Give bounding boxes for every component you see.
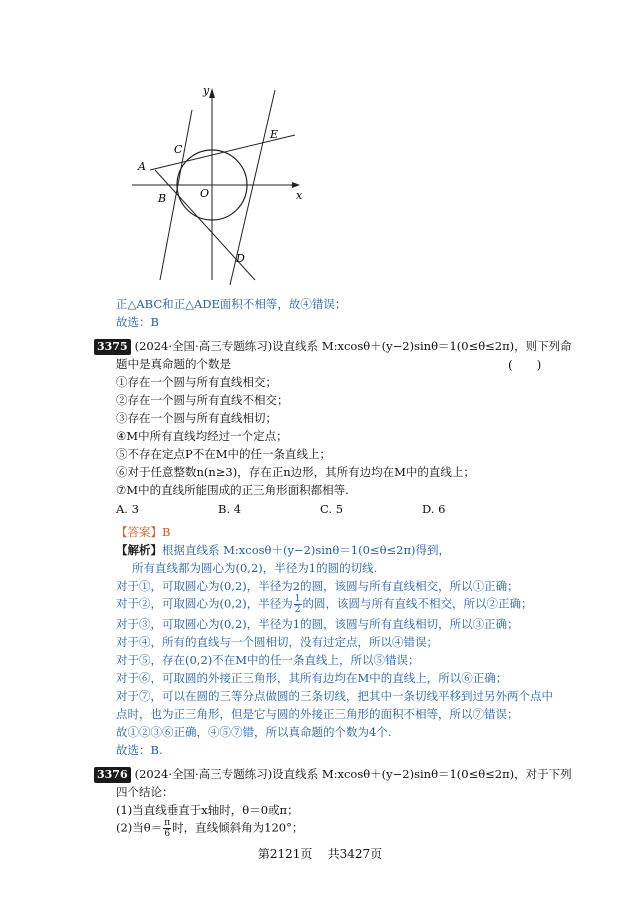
analysis-3b: 的圆，该圆与所有直线不相交，所以②正确；	[302, 596, 533, 611]
pi-over-six-fraction	[163, 818, 171, 839]
label-E: E	[270, 128, 279, 141]
q3375-option-d: D. 6	[422, 502, 446, 516]
answer-tag: 【答案】	[116, 525, 162, 539]
analysis-7: 对于⑤，存在(0,2)不在M中的任一条直线上，所以⑤错误；	[116, 653, 420, 667]
q3375-number: 3375	[94, 339, 131, 355]
q3376-item2-post: 时，直线倾斜角为120°；	[172, 820, 304, 835]
analysis-3-line	[116, 594, 533, 615]
label-O: O	[200, 187, 210, 200]
pi-num: π	[164, 818, 171, 828]
q3375-stem1: (2024·全国·高三专题练习)设直线系 M:xcosθ＋(y−2)sinθ＝1(0≤θ≤2π)，则下列命	[134, 339, 572, 353]
analysis-8: 对于⑥，可取圆的外接正三角形，其所有边均在M中的直线上，所以⑥正确；	[116, 671, 508, 685]
analysis-11: 故①②③⑥正确，④⑤⑦错，所以真命题的个数为4个.	[116, 725, 392, 739]
q3375-stem-line-1	[97, 338, 572, 355]
analysis-1: 所有直线都为圆心为(0,2)，半径为1的圆的切线.	[132, 561, 378, 575]
q3375-item-3: ③存在一个圆与所有直线相切；	[116, 411, 277, 425]
q3375-option-c: C. 5	[320, 502, 344, 516]
q3376-item2-pre: (2)当θ＝	[116, 820, 163, 835]
analysis-2: 对于①，可取圆心为(0,2)，半径为2的圆，该圆与所有直线相交，所以①正确；	[116, 579, 519, 593]
analysis-10: 点时，也为正三角形，但是它与圆的外接正三角形的面积不相等，所以⑦错误；	[116, 707, 519, 721]
answer-value: B	[162, 525, 171, 539]
q3376-stem1: (2024·全国·高三专题练习)设直线系 M:xcosθ＋(y−2)sinθ＝1(0≤θ≤2π)，对于下列	[134, 767, 572, 781]
half-fraction	[294, 594, 302, 615]
analysis-tag: 【解析】	[116, 543, 162, 557]
q3375-answer-line	[116, 524, 170, 540]
frac-den: 2	[294, 605, 301, 615]
q3376-stem-line-1	[97, 766, 572, 783]
q3375-item-6: ⑥对于任意整数n(n≥3)，存在正n边形，其所有边均在M中的直线上；	[116, 465, 475, 479]
label-A: A	[138, 160, 146, 173]
analysis-9: 对于⑦，可以在圆的三等分点做圆的三条切线，把其中一条切线平移到过另外两个点中	[116, 689, 553, 703]
q3375-option-a: A. 3	[116, 502, 139, 516]
q3375-item-5: ⑤不存在定点P不在M中的任一条直线上；	[116, 447, 332, 461]
q3375-item-1: ①存在一个圆与所有直线相交；	[116, 375, 277, 389]
analysis-12: 故选：B.	[116, 743, 163, 757]
analysis-5: 对于③，可取圆心为(0,2)，半径为1的圆，该圆与所有直线相切，所以③正确；	[116, 617, 519, 631]
page-footer	[0, 845, 640, 862]
q3376-item-2	[116, 818, 303, 839]
q3375-item-4: ④M中所有直线均经过一个定点；	[116, 429, 288, 443]
label-y: y	[203, 84, 210, 97]
top-line-1: 正△ABC和正△ADE面积不相等，故④错误；	[116, 297, 347, 311]
geometry-figure	[120, 80, 320, 290]
label-x: x	[296, 189, 303, 202]
analysis-0: 根据直线系 M:xcosθ＋(y−2)sinθ＝1(0≤θ≤2π)得到，	[162, 543, 450, 557]
q3375-item-7: ⑦M中的直线所能围成的正三角形面积都相等.	[116, 483, 349, 497]
analysis-6: 对于④，所有的直线与一个圆相切，没有过定点，所以④错误；	[116, 635, 438, 649]
frac-num: 1	[294, 594, 301, 604]
q3375-blank: ( )	[508, 358, 542, 372]
top-line-2: 故选：B	[116, 315, 159, 329]
q3375-analysis-line-1	[116, 542, 450, 558]
q3375-option-b: B. 4	[218, 502, 242, 516]
label-D: D	[236, 252, 245, 265]
page-total: 共3427页	[327, 847, 383, 861]
page-number: 第2121页	[257, 847, 313, 861]
label-B: B	[158, 192, 167, 205]
q3376-number: 3376	[94, 767, 131, 783]
label-C: C	[174, 143, 183, 156]
analysis-3a: 对于②，可取圆心为(0,2)，半径为	[116, 596, 293, 611]
q3375-stem2: 题中是真命题的个数是	[116, 357, 231, 371]
six-den: 6	[164, 829, 171, 839]
q3376-stem2: 四个结论：	[116, 785, 174, 799]
q3376-item-1: (1)当直线垂直于x轴时，θ＝0或π；	[116, 803, 299, 817]
q3375-item-2: ②存在一个圆与所有直线不相交；	[116, 393, 289, 407]
